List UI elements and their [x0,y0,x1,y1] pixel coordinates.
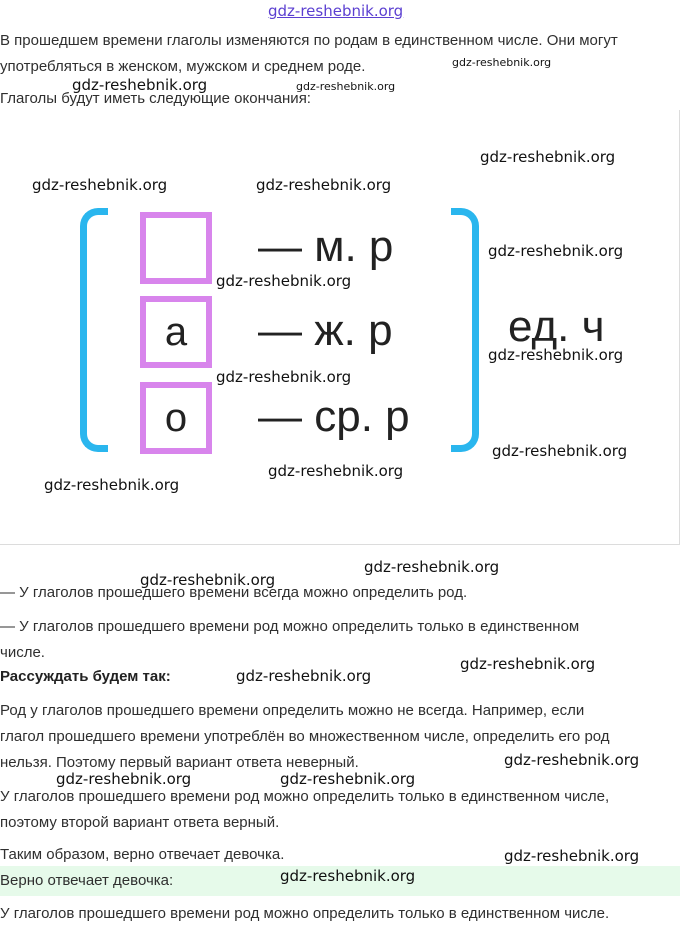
option-2-line-2: числе. [0,644,45,661]
watermark: gdz-reshebnik.org [216,272,352,290]
label-masculine: — м. р [258,222,394,271]
watermark: gdz-reshebnik.org [280,770,416,788]
right-bracket [451,208,479,452]
watermark: gdz-reshebnik.org [492,442,628,460]
watermark: gdz-reshebnik.org [504,751,640,769]
watermark: gdz-reshebnik.org [32,176,168,194]
watermark: gdz-reshebnik.org [364,558,500,576]
label-neuter: — ср. р [258,392,410,441]
endings-diagram [0,110,680,545]
answer-label: Верно отвечает девочка: [0,872,174,889]
watermark: gdz-reshebnik.org [504,847,640,865]
intro-line-1: В прошедшем времени глаголы изменяются по родам в единственном числе. Они могут [0,32,618,49]
watermark: gdz-reshebnik.org [236,667,372,685]
watermark: gdz-reshebnik.org [280,867,416,885]
option-2-line-1: — У глаголов прошедшего времени род можно определить только в единственном [0,618,580,635]
watermark: gdz-reshebnik.org [460,655,596,673]
left-bracket [80,208,108,452]
option-1: — У глаголов прошедшего времени всегда можно определить род. [0,584,468,601]
watermark: gdz-reshebnik.org [140,571,276,589]
watermark: gdz-reshebnik.org [216,368,352,386]
reasoning-p2-line-2: поэтому второй вариант ответа верный. [0,814,280,831]
reasoning-heading: Рассуждать будем так: [0,668,171,685]
label-feminine: — ж. р [258,306,393,355]
reasoning-p1-line-3: нельзя. Поэтому первый вариант ответа неверный. [0,754,359,771]
watermark: gdz-reshebnik.org [56,770,192,788]
watermark: gdz-reshebnik.org [296,80,396,93]
reasoning-p1-line-1: Род у глаголов прошедшего времени определить можно не всегда. Например, если [0,702,585,719]
watermark: gdz-reshebnik.org [268,462,404,480]
watermark: gdz-reshebnik.org [488,346,624,364]
ending-box-masculine [140,212,212,284]
ending-box-neuter: о [140,382,212,454]
watermark: gdz-reshebnik.org [452,56,552,69]
ending-box-feminine: а [140,296,212,368]
intro-line-2: употребляться в женском, мужском и среднем роде. [0,58,366,75]
watermark: gdz-reshebnik.org [44,476,180,494]
reasoning-conclusion: Таким образом, верно отвечает девочка. [0,846,285,863]
watermark: gdz-reshebnik.org [72,76,208,94]
singular-label: ед. ч [508,302,605,351]
answer-text: У глаголов прошедшего времени род можно определить только в единственном числе. [0,905,610,922]
intro-line-3: Глаголы будут иметь следующие окончания: [0,90,311,107]
watermark-top-link[interactable]: gdz-reshebnik.org [268,2,404,20]
watermark: gdz-reshebnik.org [256,176,392,194]
watermark: gdz-reshebnik.org [488,242,624,260]
watermark: gdz-reshebnik.org [480,148,616,166]
reasoning-p1-line-2: глагол прошедшего времени употреблён во множественном числе, определить его род [0,728,610,745]
reasoning-p2-line-1: У глаголов прошедшего времени род можно определить только в единственном числе, [0,788,610,805]
